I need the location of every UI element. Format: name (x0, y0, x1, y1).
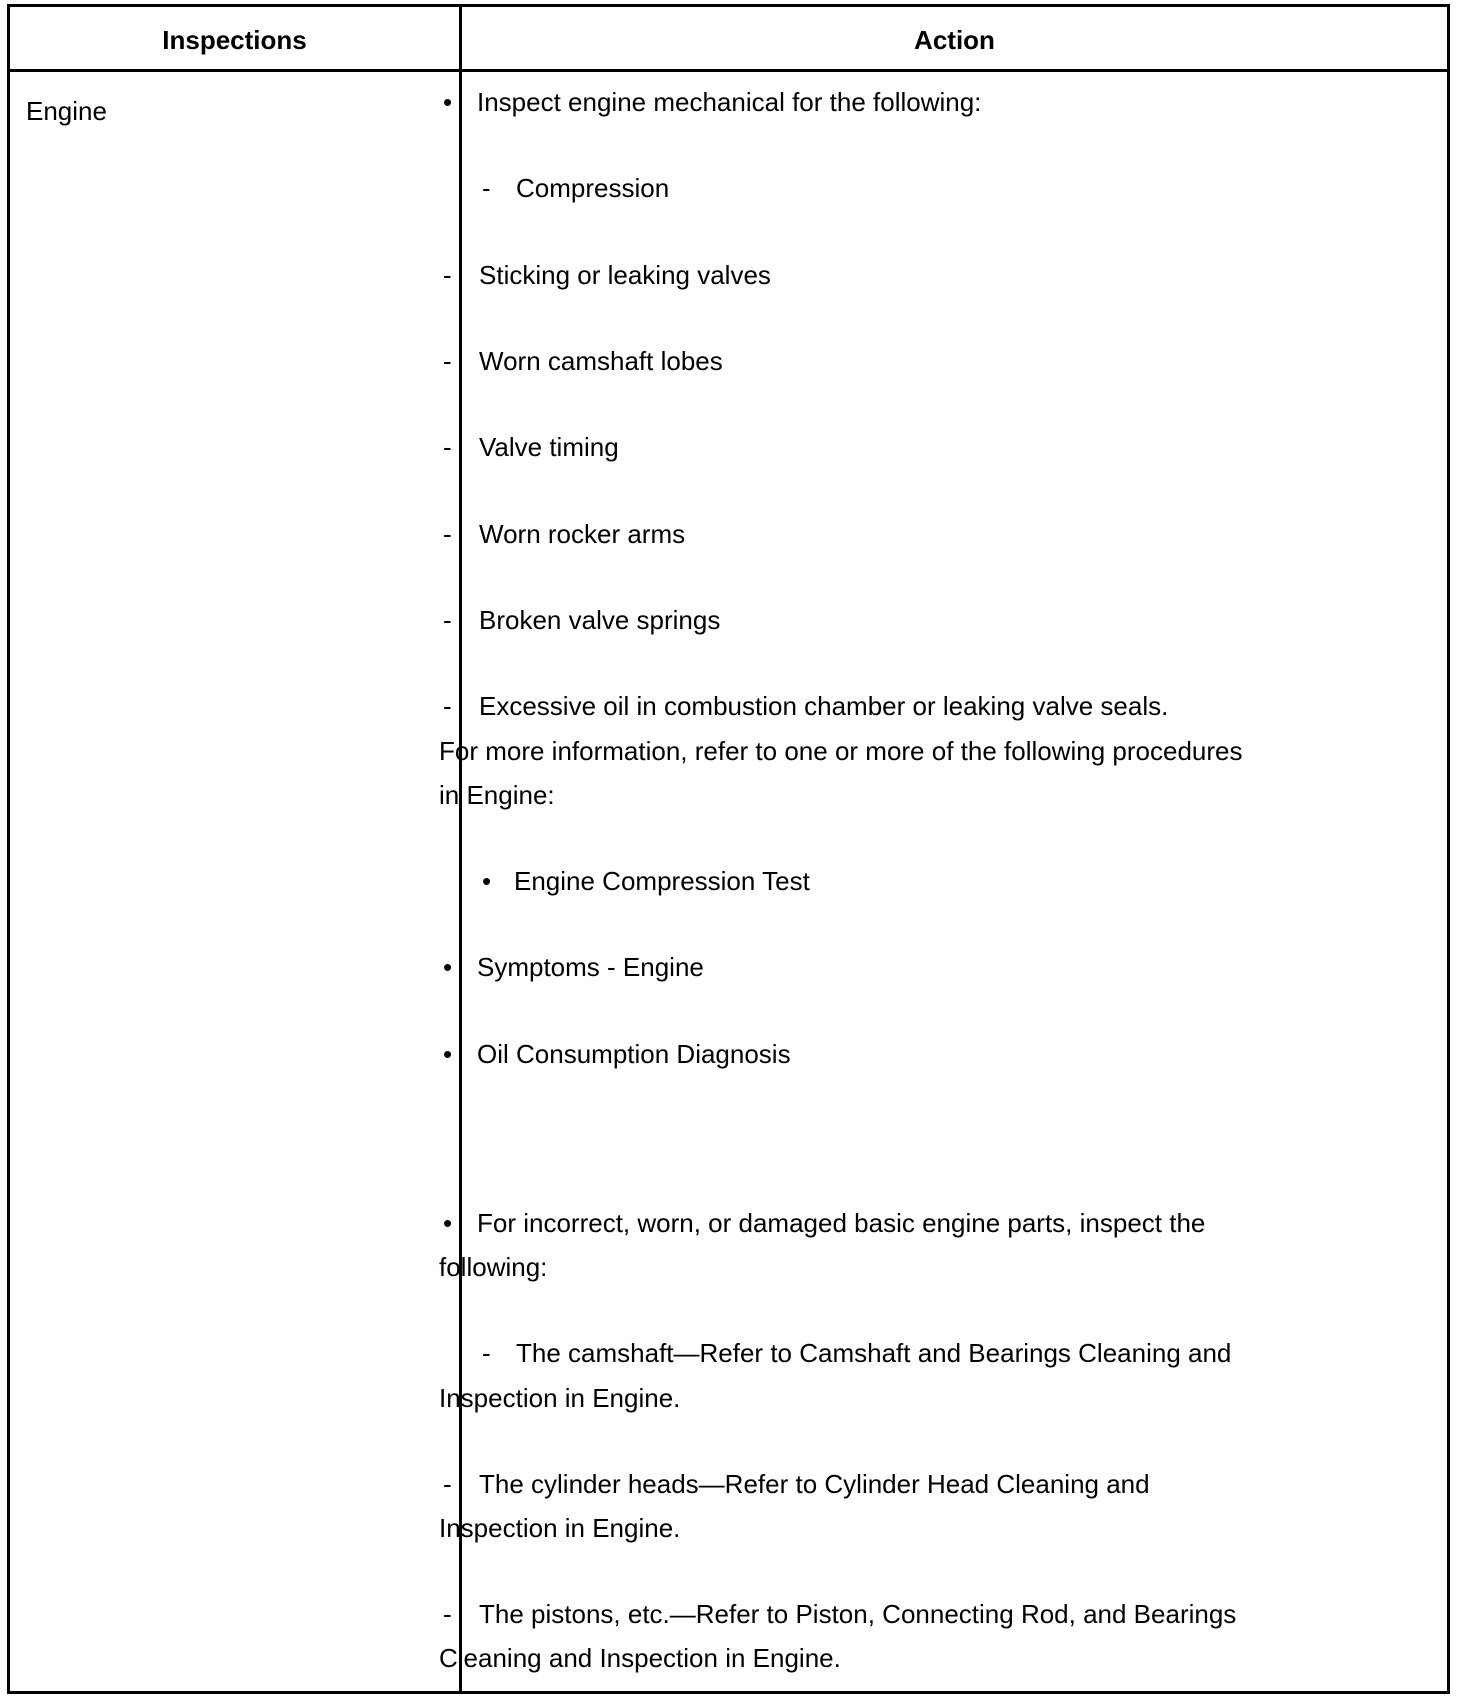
bullet-marker: • (443, 1039, 453, 1069)
action-item-camshaft: The camshaft—Refer to Camshaft and Bearings Cleaning and (516, 1338, 1232, 1368)
procedure-compression-test: Engine Compression Test (514, 866, 810, 896)
dash-marker: - (443, 260, 452, 290)
dash-marker: - (443, 519, 452, 549)
inspection-table (7, 4, 1450, 1694)
action-item-incorrect-parts: For incorrect, worn, or damaged basic engine parts, inspect the (477, 1208, 1206, 1238)
dash-marker: - (482, 173, 491, 203)
bullet-marker: • (443, 87, 453, 117)
action-item-compression: Compression (516, 173, 670, 203)
more-info-line-2: in Engine: (439, 780, 555, 810)
action-item-rocker-arms: Worn rocker arms (479, 519, 686, 549)
inspection-engine: Engine (26, 96, 107, 126)
column-divider (459, 7, 462, 1691)
action-item-pistons-cont: Cleaning and Inspection in Engine. (439, 1643, 841, 1673)
action-item-excessive-oil: Excessive oil in combustion chamber or leaking valve seals. (479, 691, 1169, 721)
action-item-camshaft-lobes: Worn camshaft lobes (479, 346, 723, 376)
action-item-valve-springs: Broken valve springs (479, 605, 721, 635)
action-item-incorrect-parts-cont: following: (439, 1252, 548, 1282)
dash-marker: - (482, 1338, 491, 1368)
table-header-row (10, 7, 1447, 72)
bullet-marker: • (482, 866, 492, 896)
dash-marker: - (443, 1599, 452, 1629)
header-inspections: Inspections (162, 25, 307, 55)
dash-marker: - (443, 346, 452, 376)
dash-marker: - (443, 432, 452, 462)
dash-marker: - (443, 605, 452, 635)
action-item-cylinder-heads-cont: Inspection in Engine. (439, 1513, 681, 1543)
dash-marker: - (443, 1469, 452, 1499)
action-item-cylinder-heads: The cylinder heads—Refer to Cylinder Head Cleaning and (479, 1469, 1150, 1499)
procedure-symptoms-engine: Symptoms - Engine (477, 952, 704, 982)
bullet-marker: • (443, 1208, 453, 1238)
header-action: Action (914, 25, 995, 55)
more-info-line-1: For more information, refer to one or more of the following procedures (439, 736, 1243, 766)
dash-marker: - (443, 691, 452, 721)
action-item-pistons: The pistons, etc.—Refer to Piston, Connecting Rod, and Bearings (479, 1599, 1237, 1629)
bullet-marker: • (443, 952, 453, 982)
action-item-valve-timing: Valve timing (479, 432, 619, 462)
procedure-oil-consumption: Oil Consumption Diagnosis (477, 1039, 791, 1069)
action-item-camshaft-cont: Inspection in Engine. (439, 1383, 681, 1413)
action-item-inspect-mechanical: Inspect engine mechanical for the following: (477, 87, 982, 117)
action-item-sticking-valves: Sticking or leaking valves (479, 260, 771, 290)
